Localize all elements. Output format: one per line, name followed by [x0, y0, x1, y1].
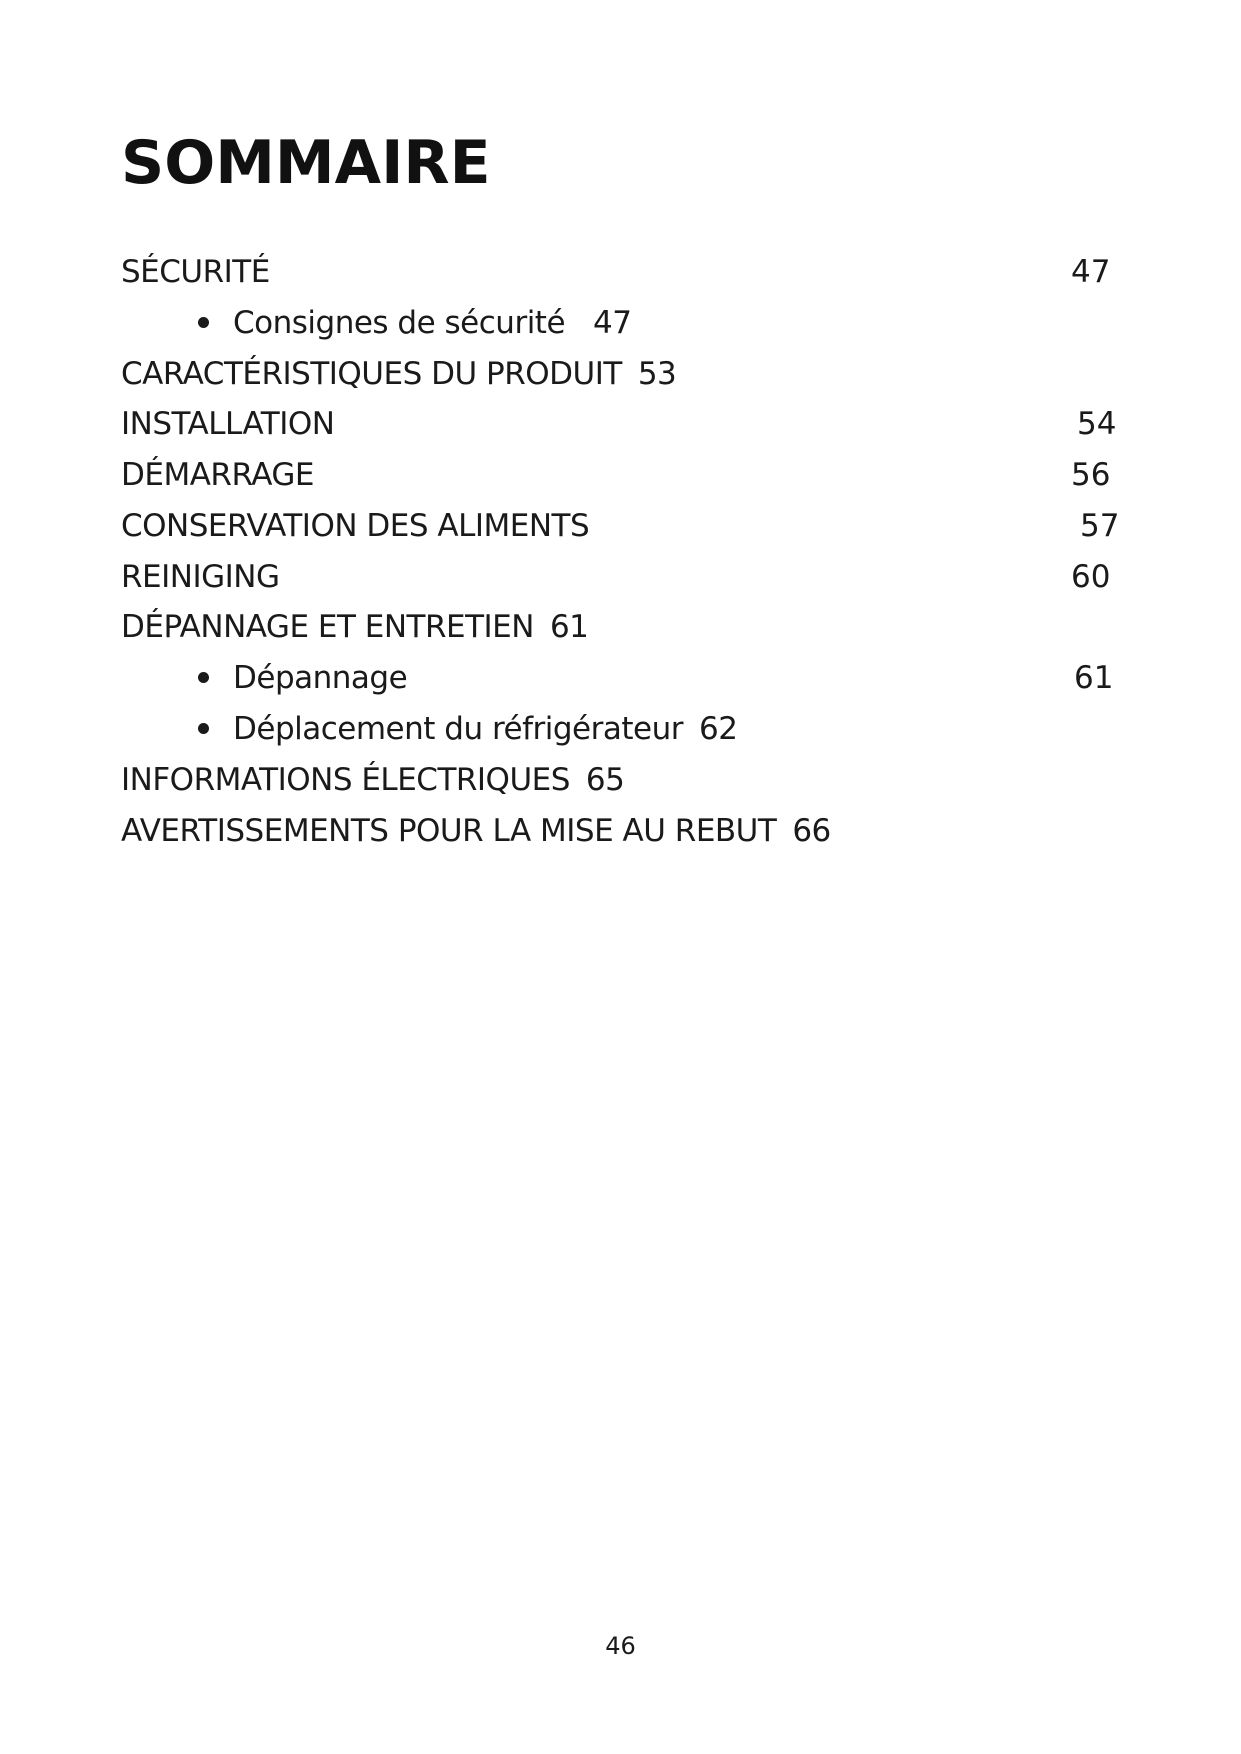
toc-subentry-deplacement[interactable] — [198, 709, 737, 749]
toc-entry-label: REINIGING — [121, 559, 280, 595]
toc-entry-page: 66 — [792, 813, 831, 849]
page-title: SOMMAIRE — [121, 128, 491, 198]
page-number: 46 — [605, 1632, 636, 1660]
toc-entry-informations-electriques[interactable] — [121, 760, 624, 800]
toc-entry-page: 54 — [1077, 406, 1117, 442]
toc-entry-label: SÉCURITÉ — [121, 254, 270, 290]
toc-entry-depannage-entretien[interactable] — [121, 607, 588, 647]
toc-entry-label: DÉMARRAGE — [121, 457, 315, 493]
toc-entry-page: 57 — [1080, 508, 1120, 544]
toc-entry-caracteristiques[interactable] — [121, 354, 676, 394]
toc-entry-page: 56 — [1071, 457, 1111, 493]
bullet-icon — [198, 672, 209, 683]
toc-entry-page: 47 — [1071, 254, 1111, 290]
toc-entry-page: 62 — [698, 711, 738, 747]
toc-subentry-consignes[interactable] — [198, 303, 631, 343]
toc-entry-page: 61 — [549, 609, 589, 645]
toc-entry-label: Consignes de sécurité — [233, 305, 566, 341]
bullet-icon — [198, 723, 209, 734]
toc-subentry-depannage[interactable] — [198, 658, 407, 698]
toc-entry-label: DÉPANNAGE ET ENTRETIEN — [121, 609, 534, 645]
toc-entry-label: Dépannage — [233, 660, 408, 696]
toc-entry-label: AVERTISSEMENTS POUR LA MISE AU REBUT — [121, 813, 777, 849]
toc-entry-reiniging[interactable] — [121, 557, 279, 597]
toc-entry-page: 53 — [637, 356, 677, 392]
toc-entry-avertissements[interactable] — [121, 811, 831, 851]
toc-entry-label: Déplacement du réfrigérateur — [233, 711, 683, 747]
toc-entry-label: CONSERVATION DES ALIMENTS — [121, 508, 590, 544]
toc-entry-installation[interactable] — [121, 404, 334, 444]
toc-entry-label: INSTALLATION — [121, 406, 335, 442]
toc-entry-demarrage[interactable] — [121, 455, 314, 495]
toc-entry-label: INFORMATIONS ÉLECTRIQUES — [121, 762, 570, 798]
toc-entry-page: 60 — [1071, 559, 1111, 595]
bullet-icon — [198, 317, 209, 328]
toc-entry-page: 61 — [1074, 660, 1114, 696]
toc-entry-page: 65 — [585, 762, 625, 798]
toc-entry-securite[interactable] — [121, 252, 270, 292]
toc-entry-label: CARACTÉRISTIQUES DU PRODUIT — [121, 356, 622, 392]
toc-entry-conservation[interactable] — [121, 506, 589, 546]
toc-entry-page: 47 — [593, 305, 632, 341]
